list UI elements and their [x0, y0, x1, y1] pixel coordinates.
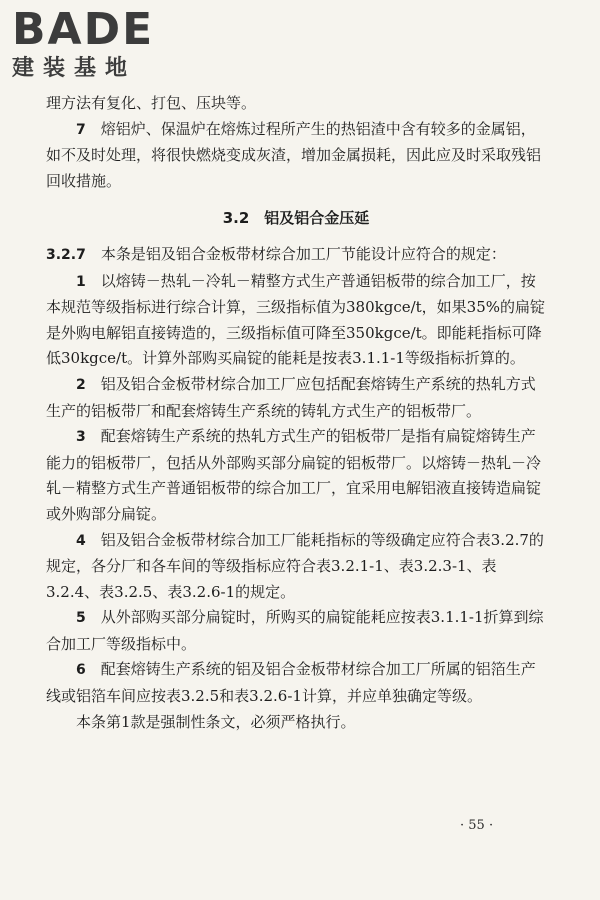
- item-1-number: 1: [76, 273, 86, 290]
- clause-3-2-7: [46, 242, 546, 269]
- item-4-number: 4: [76, 532, 86, 549]
- item-3: [46, 424, 546, 527]
- item-6: [46, 657, 546, 709]
- document-body: [46, 91, 546, 735]
- item-7: [46, 117, 546, 195]
- section-title: 3.2 铝及铝合金压延: [222, 209, 370, 228]
- item-5: [46, 605, 546, 657]
- item-2: [46, 372, 546, 424]
- logo-subtitle: 建装基地: [12, 56, 137, 81]
- item-2-number: 2: [76, 376, 86, 393]
- logo-wordmark: BADE: [12, 4, 155, 55]
- item-7-text: 熔铝炉、保温炉在熔炼过程所产生的热铝渣中含有较多的金属铝，如不及时处理，将很快燃烧变成灰渣，增加金属损耗，因此应及时采取残铝回收措施。: [46, 119, 542, 190]
- item-6-text: 配套熔铸生产系统的铝及铝合金板带材综合加工厂所属的铝箔生产线或铝箔车间应按表3.2.5和表3.2.6-1计算，并应单独确定等级。: [46, 660, 536, 706]
- item-5-text: 从外部购买部分扁锭时，所购买的扁锭能耗应按表3.1.1-1折算到综合加工厂等级指标中。: [46, 608, 544, 653]
- clause-number: 3.2.7: [46, 246, 86, 263]
- item-1-text: 以熔铸－热轧－冷轧－精整方式生产普通铝板带的综合加工厂，按本规范等级指标进行综合计算，三级指标值为380kgce/t，如果35%的扁锭是外购电解铝直接铸造的，三级指标值可降至350kgce/t。即能耗指标可降低30kgce/t。计算外部购买扁锭的能耗是按表3.1.1-1等级指标折算的。: [46, 271, 546, 368]
- clause-text: 本条是铝及铝合金板带材综合加工厂节能设计应符合的规定：: [100, 244, 506, 263]
- item-6-number: 6: [76, 662, 86, 679]
- item-1: [46, 269, 546, 372]
- item-3-number: 3: [76, 429, 86, 446]
- page-number: · 55 ·: [460, 818, 494, 833]
- mandatory-note: 本条第1款是强制性条文，必须严格执行。: [76, 712, 356, 731]
- item-4-text: 铝及铝合金板带材综合加工厂能耗指标的等级确定应符合表3.2.7的规定，各分厂和各车间的等级指标应符合表3.2.1-1、表3.2.3-1、表3.2.4、表3.2.5、表3.2.6-1的规定。: [46, 530, 544, 601]
- bade-logo: [12, 6, 182, 86]
- item-3-text: 配套熔铸生产系统的热轧方式生产的铝板带厂是指有扁锭熔铸生产能力的铝板带厂，包括从外部购买部分扁锭的铝板带厂。以熔铸－热轧－冷轧－精整方式生产普通铝板带的综合加工厂，宜采用电解铝液直接铸造扁锭或外购部分扁锭。: [46, 427, 542, 523]
- item-5-number: 5: [76, 610, 86, 627]
- paragraph-continuation: 理方法有复化、打包、压块等。: [46, 94, 257, 112]
- item-2-text: 铝及铝合金板带材综合加工厂应包括配套熔铸生产系统的热轧方式生产的铝板带厂和配套熔铸生产系统的铸轧方式生产的铝板带厂。: [46, 374, 536, 420]
- item-7-number: 7: [76, 121, 86, 138]
- item-4: [46, 528, 546, 606]
